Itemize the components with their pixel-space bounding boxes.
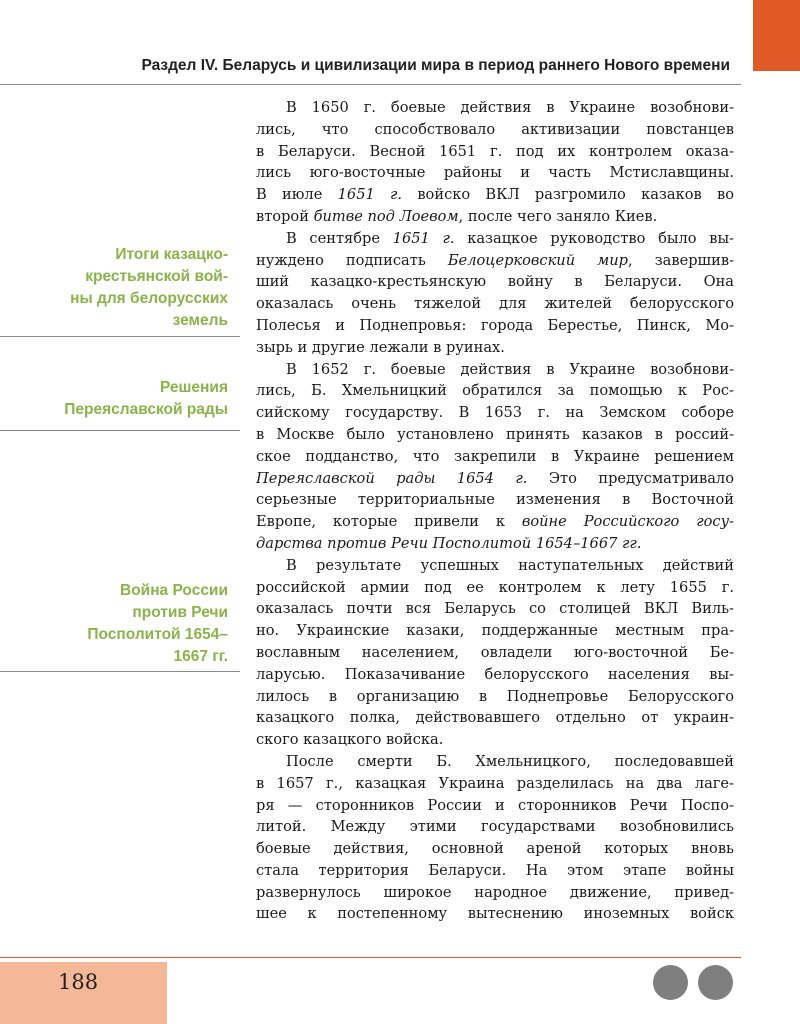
text-run: в 1657 г., казацкая Украина разделилась на два лаге-: [256, 774, 734, 792]
text-run: нуждено подписать: [256, 251, 448, 269]
text-run: лись, Б. Хмельницкий обратился за помощью к Рос-: [256, 382, 734, 400]
text-run: стала территория Беларуси. На этом этапе войны: [256, 861, 734, 879]
body-paragraph: [256, 555, 734, 751]
text-run: В 1650 г. боевые действия в Украине возобнови-: [286, 99, 734, 116]
text-line: [256, 533, 734, 555]
text-line: [256, 598, 734, 620]
text-run: казацкого полка, действовавшего отдельно от украин-: [256, 709, 734, 727]
margin-note-line: Решения: [159, 379, 228, 396]
text-line: [256, 838, 734, 860]
text-line: [256, 707, 734, 729]
text-line: [256, 664, 734, 686]
header-divider: [0, 84, 741, 85]
text-run: войско ВКЛ разгромило казаков во: [402, 186, 734, 204]
text-run: ское подданство, что закрепили в Украине решением: [256, 447, 734, 465]
text-line: [256, 729, 734, 751]
text-line: [256, 860, 734, 882]
margin-note-divider: [0, 336, 240, 337]
italic-term: битве под Лоевом: [313, 207, 459, 225]
text-run: шее к постепенному вытеснению иноземных войск: [256, 905, 734, 923]
text-line: [256, 773, 734, 795]
text-run: но. Украинские казаки, поддержанные местным пра-: [256, 622, 734, 640]
text-line: [256, 293, 734, 315]
body-paragraph: [256, 97, 734, 228]
text-line: [256, 184, 734, 206]
text-line: [256, 446, 734, 468]
text-run: в Беларуси. Весной 1651 г. под их контролем оказа-: [256, 142, 734, 160]
italic-term: Переяславской рады 1654 г.: [256, 469, 528, 487]
text-run: , завершив-: [628, 251, 735, 269]
text-line: [256, 882, 734, 904]
margin-note-divider: [0, 671, 240, 672]
decorative-circle-left: [653, 965, 688, 1000]
margin-note-line: ны для белорусских: [70, 290, 228, 307]
text-run: После смерти Б. Хмельницкого, последовавшей: [286, 752, 734, 770]
text-line: [256, 511, 734, 533]
margin-note-line: земель: [172, 312, 228, 329]
text-line: [256, 577, 734, 599]
text-line: [256, 903, 734, 925]
margin-note-line: крестьянской вой-: [85, 268, 228, 285]
text-line: [256, 141, 734, 163]
italic-term: Белоцерковский мир: [447, 251, 629, 269]
text-run: вославным населением, овладели юго-восточной Бе-: [256, 643, 734, 661]
text-run: ший казацко-крестьянскую войну в Беларуси. Она: [256, 273, 734, 291]
text-run: в Москве было установлено принять казаков в россий-: [256, 425, 734, 443]
text-line: [256, 402, 734, 424]
text-run: лилось в организацию в Поднепровье Белорусского: [256, 687, 734, 705]
italic-term: 1651 г.: [392, 229, 455, 247]
text-run: оказалась почти вся Беларусь со столицей ВКЛ Виль-: [256, 600, 734, 618]
text-line: [256, 359, 734, 381]
margin-note-line: против Речи: [132, 604, 228, 621]
text-line: [256, 97, 734, 119]
body-paragraph: [256, 359, 734, 555]
text-line: [256, 206, 734, 228]
text-line: [256, 119, 734, 141]
text-run: В 1652 г. боевые действия в Украине возобнови-: [286, 360, 734, 378]
text-run: российской армии под ее контролем к лету 1655 г.: [256, 578, 734, 596]
text-line: [256, 686, 734, 708]
text-run: ря — сторонников России и сторонников Речи Поспо-: [256, 796, 734, 814]
text-run: Европе, которые привели к: [256, 513, 522, 531]
italic-term: дарства против Речи Посполитой 1654–1667 гг.: [256, 534, 642, 552]
text-run: Полесья и Поднепровья: города Берестье, Пинск, Мо-: [256, 316, 734, 334]
text-run: В сентябре: [286, 229, 393, 247]
text-run: В результате успешных наступательных действий: [286, 556, 734, 574]
text-line: [256, 642, 734, 664]
text-line: [256, 380, 734, 402]
text-run: , после чего заняло Киев.: [458, 207, 658, 225]
text-line: [256, 315, 734, 337]
margin-note-line: Посполитой 1654–: [87, 626, 228, 643]
text-line: [256, 555, 734, 577]
text-line: [256, 162, 734, 184]
text-run: ского казацкого войска.: [256, 731, 444, 749]
body-paragraph: [256, 751, 734, 925]
text-line: [256, 424, 734, 446]
text-run: ларусью. Показачивание белорусского населения вы-: [256, 665, 734, 683]
text-line: [256, 816, 734, 838]
main-body-text: [256, 97, 734, 925]
text-line: [256, 228, 734, 250]
text-run: оказалась очень тяжелой для жителей белорусского: [256, 295, 734, 313]
text-line: [256, 751, 734, 773]
text-run: лись юго-восточные районы и часть Мстиславщины.: [256, 164, 734, 182]
text-run: казацкое руководство было вы-: [454, 229, 734, 247]
body-paragraph: [256, 228, 734, 359]
text-run: сийскому государству. В 1653 г. на Земском соборе: [256, 404, 734, 422]
decorative-circle-right: [698, 965, 733, 1000]
text-line: [256, 795, 734, 817]
italic-term: 1651 г.: [337, 186, 403, 204]
text-line: [256, 271, 734, 293]
margin-note-pereyaslav-rada: [0, 377, 228, 421]
text-line: [256, 337, 734, 359]
text-run: В июле: [256, 186, 338, 204]
margin-note-divider: [0, 430, 240, 431]
text-run: серьезные территориальные изменения в Восточной: [256, 491, 734, 509]
italic-term: войне Российского госу-: [521, 513, 734, 531]
footer-divider: [0, 957, 741, 958]
text-run: зырь и другие лежали в руинах.: [256, 338, 505, 356]
margin-note-line: Война России: [120, 582, 228, 599]
section-corner-tab: [753, 0, 800, 71]
margin-note-line: Итоги казацко-: [115, 246, 228, 263]
text-run: лись, что способствовало активизации повстанцев: [256, 120, 734, 138]
text-line: [256, 250, 734, 272]
text-run: второй: [256, 207, 314, 225]
margin-note-line: 1667 гг.: [173, 648, 228, 665]
text-run: литой. Между этими государствами возобновились: [256, 818, 734, 836]
text-run: Это предусматривало: [527, 469, 734, 487]
text-line: [256, 620, 734, 642]
margin-note-line: Переяславской рады: [64, 401, 228, 418]
text-line: [256, 489, 734, 511]
text-run: боевые действия, основной ареной которых вновь: [256, 840, 734, 858]
section-header-title: Раздел IV. Беларусь и цивилизации мира в период раннего Нового времени: [141, 57, 730, 74]
text-run: развернулось широкое народное движение, привед-: [256, 883, 734, 901]
margin-note-russia-poland-war: [0, 580, 228, 668]
page-number: 188: [58, 970, 99, 994]
text-line: [256, 468, 734, 490]
margin-note-kazak-war-results: [0, 244, 228, 332]
